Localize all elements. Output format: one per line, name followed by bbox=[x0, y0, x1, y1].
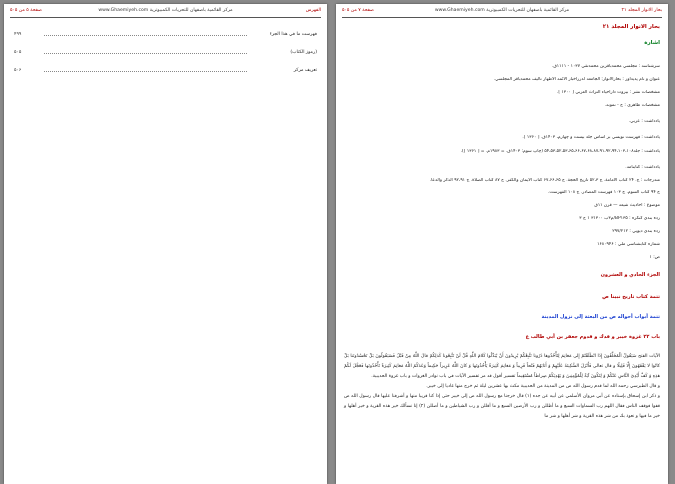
header-site[interactable]: www.Ghaemiyeh.com مركز القائمية باصفهان للتحريات الكمبيوترية bbox=[98, 8, 233, 13]
book-title: بحار الانوار المجلد ۲۱ bbox=[602, 24, 660, 30]
chapter-heading: تتمة أبواب أحواله ص من البعثة إلى نزول المدينة bbox=[541, 314, 660, 320]
toc-leader bbox=[44, 35, 247, 36]
toc-row[interactable] bbox=[14, 68, 317, 76]
meta-line: يادداشت : عربي. bbox=[628, 119, 660, 124]
toc-page: ۵۰۵ bbox=[14, 50, 22, 55]
page-left bbox=[4, 4, 327, 484]
section-heading-ishara: اشارة bbox=[644, 40, 660, 46]
meta-line: رده بندي كنگره : BP۱۳۵/م۳ب ۳۱۳۰۰ ۱ ج ۳ bbox=[579, 216, 660, 221]
meta-line: شماره كتابشناسي ملي : ۱۶۸۰۹۴۶ bbox=[597, 242, 660, 247]
toc-row[interactable] bbox=[14, 50, 317, 58]
header-site[interactable]: www.Ghaemiyeh.com مركز القائمية باصفهان للتحريات الكمبيوترية bbox=[434, 8, 570, 13]
body-paragraph: الآيات الفتح سَيَقُولُ الْمُخَلَّفُونَ إِذَا انْطَلَقْتُمْ إِلى مَغانِمَ لِتَأْخُذُوها ذَرُونا نَتَّبِعْكُمْ يُرِيدُونَ أَنْ يُبَدِّلُوا كَلامَ اللَّهِ قُلْ لَنْ تَتَّبِعُونا كَذلِكُمْ قالَ اللَّهُ مِنْ قَبْلُ فَسَيَقُولُونَ بَلْ تَحْسُدُونَنا بَلْ كانُوا لا يَفْقَهُونَ إِلَّا قَلِيلًا و قال تعالى فَأَنْزَلَ السَّكِينَةَ عَلَيْهِمْ وَ أَثابَهُمْ فَتْحاً قَرِيباً وَ مَغانِمَ كَثِيرَةً يَأْخُذُونَها وَ كانَ اللَّهُ عَزِيزاً حَكِيماً وَعَدَكُمُ اللَّهُ مَغانِمَ كَثِيرَةً تَأْخُذُونَها فَعَجَّلَ لَكُمْ هذِهِ وَ كَفَّ أَيْدِيَ النَّاسِ عَنْكُمْ وَ لِتَكُونَ آيَةً لِلْمُؤْمِنِينَ وَ يَهْدِيَكُمْ صِراطاً مُسْتَقِيماً تفسير أقول قد مر تفسير الآيات في باب نوادر الغزوات و باب غزوة الحديبية. bbox=[344, 354, 660, 379]
toc-page: ۵۰۶ bbox=[14, 68, 22, 73]
toc-leader bbox=[44, 71, 247, 72]
body-paragraph: و قال الطبرسي رحمه الله لما قدم رسول الله ص من المدينة من الحديبية مكث بها عشرين ليلة ثم خرج منها غاديا إلى خيبر. bbox=[426, 384, 660, 389]
meta-line: مشخصات ظاهري : ج - نمونه. bbox=[604, 103, 660, 108]
toc-row[interactable] bbox=[14, 32, 317, 40]
body-paragraph: و ذكر ابن إسحاق بإسناده عن أبي مروان الأسلمي عن أبيه عن جده (۱) قال خرجنا مع رسول الله ص إلى خيبر حتى إذا كنا قريبا منها و أشرفنا عليها قال رسول الله ص قفوا فوقف الناس فقال اللهم رب السماوات السبع و ما أظللن و رب الأرضين السبع و ما أقللن و رب الشياطين و ما أضللن (۲) إنا نسألك خير هذه القرية و خير أهلها و خير ما فيها و نعوذ بك من شر هذه القرية و شر أهلها و شر ما bbox=[344, 394, 661, 419]
meta-line: ص: ۱ bbox=[649, 255, 660, 260]
toc-title[interactable]: تعريف مركز bbox=[293, 68, 317, 73]
meta-line: موضوع : احاديث شيعه — قرن ۱۱ق bbox=[594, 203, 660, 208]
toc-leader bbox=[44, 53, 247, 54]
part-heading: الجزء الحادي و العشرون bbox=[600, 272, 660, 278]
meta-line: يادداشت : جلد۵۴،۵۳،۵۲،۵۳،۶۵،۶۶،۶۷،۶۸،۸۷،۹۱،۹۲،۹۴،۱۰۳،۱۰۸ (چاپ سوم: ۱۴۰۳ق. = ۱۹۸۳م. = [ ۱۳۶۱ ]). bbox=[460, 149, 660, 154]
bab-heading: باب ۲۲ غزوة خيبر و فدك و قدوم جعفر بن أبي طالب ع bbox=[525, 334, 660, 340]
toc-title[interactable]: (رموز الكتاب) bbox=[290, 50, 317, 55]
meta-line: رده بندي ديويي : ۲۹۷/۲۱۲ bbox=[612, 229, 660, 234]
header-divider bbox=[342, 17, 662, 18]
meta-line: ج ۹۴ كتاب السوم. ج ۱۰۳ فهرست المصادر. ج ۱۰۸ الفهرست. bbox=[548, 190, 660, 195]
body-text bbox=[344, 352, 660, 422]
toc-title[interactable]: فهرست ما في هذا الجزء bbox=[269, 32, 317, 37]
header-page-number: صفحة ۷ من ۵۰۵ bbox=[342, 8, 374, 13]
meta-line: عنوان و نام پديدآور : بحارالانوار: الجامعه لدرراخبار الائمه الاطهار تاليف محمدباقر المجلسي. bbox=[493, 77, 660, 82]
meta-line: سرشناسه : مجلسي محمدباقربن محمدتقي ۱۰۳۷ - ۱۱۱۱ق. bbox=[551, 64, 660, 69]
book-heading: تتمة كتاب تاريخ نبينا ص bbox=[602, 294, 660, 300]
header-title: بحار الانوار المجلد ۲۱ bbox=[621, 8, 662, 13]
page-right bbox=[336, 4, 668, 484]
header-title: الفهرس bbox=[305, 8, 321, 13]
meta-line: يادداشت : فهرست نويسي بر اساس جلد بيست و چهارم، ۱۴۰۳ق. [ ۱۳۶۰ ]. bbox=[522, 135, 660, 140]
toc-page: ۴۹۹ bbox=[14, 32, 22, 37]
meta-line: يادداشت : كتابنامه. bbox=[625, 165, 660, 170]
header-divider bbox=[10, 17, 321, 18]
meta-line: مندرجات : ج. ۲۴ كتاب الامامة. ج ۵۲،۳ تاريخ الحجة. ج ۶۷،۶۶،۶۵ كتاب الايمان والكفر. ج ۸۷ كتاب الصلاة. ج ۹۲،۹۱ الذكر والدعا. bbox=[429, 178, 660, 183]
meta-line: مشخصات نشر : بيروت داراحياء التراث العربي [ ۱۳۰۰ ]. bbox=[556, 90, 660, 95]
page-header bbox=[342, 8, 662, 17]
header-page-number: صفحة ۵ من ۵۰۵ bbox=[10, 8, 42, 13]
page-header bbox=[10, 8, 321, 17]
